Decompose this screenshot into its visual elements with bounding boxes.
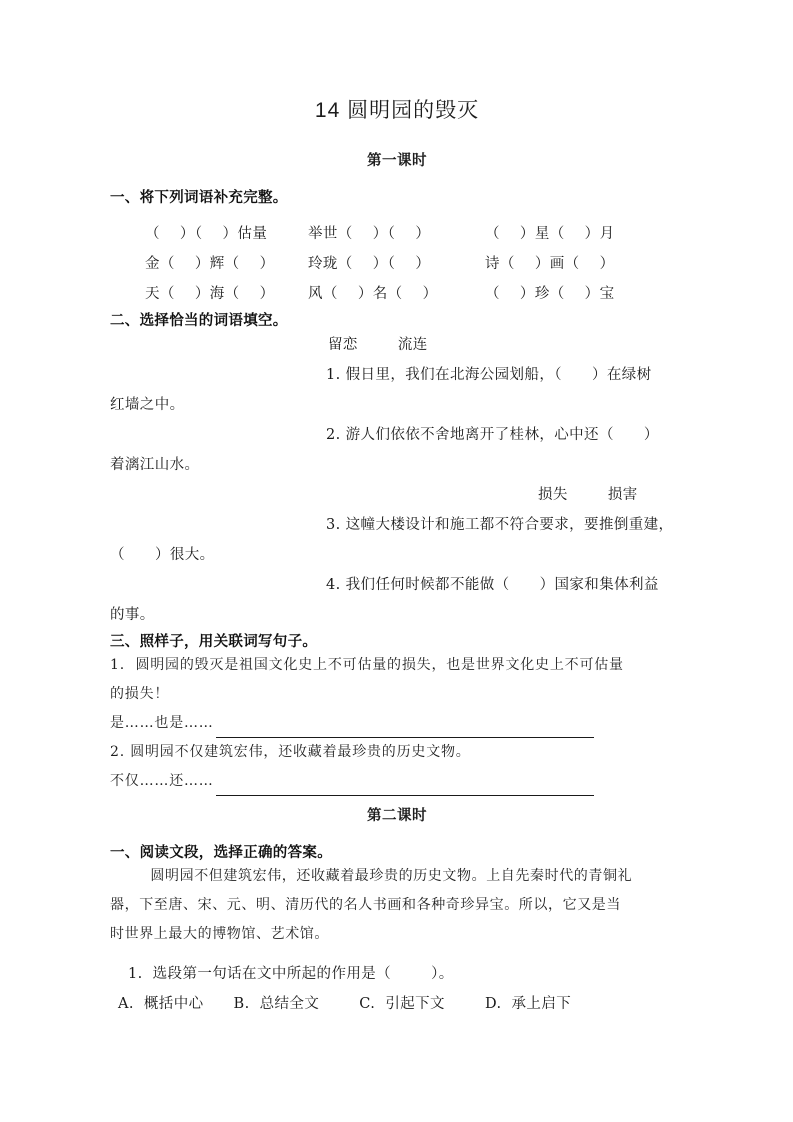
connective-prompt: 是……也是…… [110,715,214,732]
question-text-continued: （ ）很大。 [110,547,215,564]
example-sentence-line: 1. 圆明园的毁灭是祖国文化史上不可估量的损失，也是世界文化史上不可估量 [110,657,624,674]
word-cell[interactable]: 诗（ ）画（ ） [485,256,615,273]
word-row [110,279,684,309]
word-cell[interactable]: （ ）（ ）估量 [145,226,268,243]
passage-line: 圆明园不但建筑宏伟，还收藏着最珍贵的历史文物。上自先秦时代的青铜礼 [110,868,633,885]
passage-line: 时世界上最大的博物馆、艺术馆。 [110,926,329,943]
word-cell[interactable]: 金（ ）辉（ ） [145,256,275,273]
section-heading-sentence-writing: 三、照样子，用关联词写句子。 [110,634,318,651]
question-text[interactable]: 1. 假日里，我们在北海公园划船，（ ）在绿树 [326,367,652,384]
answer-blank-line[interactable] [216,775,594,796]
section-heading-word-choice: 二、选择恰当的词语填空。 [110,313,288,330]
word-row [110,249,684,279]
sentence-item-2 [110,738,684,796]
worksheet-content [110,0,684,1019]
word-completion-grid [110,219,684,309]
choice-question-3 [110,510,684,570]
question-text[interactable]: 3. 这幢大楼设计和施工都不符合要求，要推倒重建， [326,517,674,534]
word-cell[interactable]: 玲珑（ ）（ ） [308,256,431,273]
question-text-continued: 的事。 [110,607,155,624]
question-text[interactable]: 4. 我们任何时候都不能做（ ）国家和集体利益 [326,577,659,594]
word-cell[interactable]: 举世（ ）（ ） [308,226,431,243]
passage-line: 器，下至唐、宋、元、明、清历代的名人书画和各种奇珍异宝。所以，它又是当 [110,897,621,914]
word-row [110,219,684,249]
word-bank-pair-1: 留恋 流连 [328,337,428,354]
answer-row [110,709,684,738]
question-text-continued: 着漓江山水。 [110,457,200,474]
answer-blank-line[interactable] [216,717,594,738]
section-heading-reading: 一、阅读文段，选择正确的答案。 [110,845,332,862]
choice-question-4 [110,570,684,630]
word-cell[interactable]: 天（ ）海（ ） [145,286,275,303]
question-text-continued: 红墙之中。 [110,397,185,414]
connective-prompt: 不仅……还…… [110,773,214,790]
page-title: 14 圆明园的毁灭 [314,99,480,122]
answer-row [110,767,684,796]
word-cell[interactable]: （ ）珍（ ）宝 [485,286,615,303]
word-cell[interactable]: （ ）星（ ）月 [485,226,615,243]
question-text[interactable]: 2. 游人们依依不舍地离开了桂林，心中还（ ） [326,427,659,444]
word-bank-pair-2: 损失 损害 [538,487,638,504]
multiple-choice-options[interactable]: A. 概括中心 B. 总结全文 C. 引起下文 D. 承上启下 [118,996,572,1013]
sentence-item-1 [110,651,684,738]
lesson-two-heading: 第二课时 [367,808,427,825]
example-sentence-line: 的损失！ [110,686,170,703]
lesson-one-heading: 第一课时 [367,153,427,170]
choice-question-2 [110,420,684,480]
example-sentence-line: 2. 圆明园不仅建筑宏伟，还收藏着最珍贵的历史文物。 [110,744,471,761]
spacer [110,949,684,959]
spacer [110,825,684,841]
reading-passage [110,862,684,949]
spacer [110,170,684,186]
choice-question-1 [110,360,684,420]
multiple-choice-question[interactable]: 1. 选段第一句话在文中所起的作用是（ ）。 [128,966,454,983]
section-heading-fill-words: 一、将下列词语补充完整。 [110,190,288,207]
word-cell[interactable]: 风（ ）名（ ） [308,286,438,303]
